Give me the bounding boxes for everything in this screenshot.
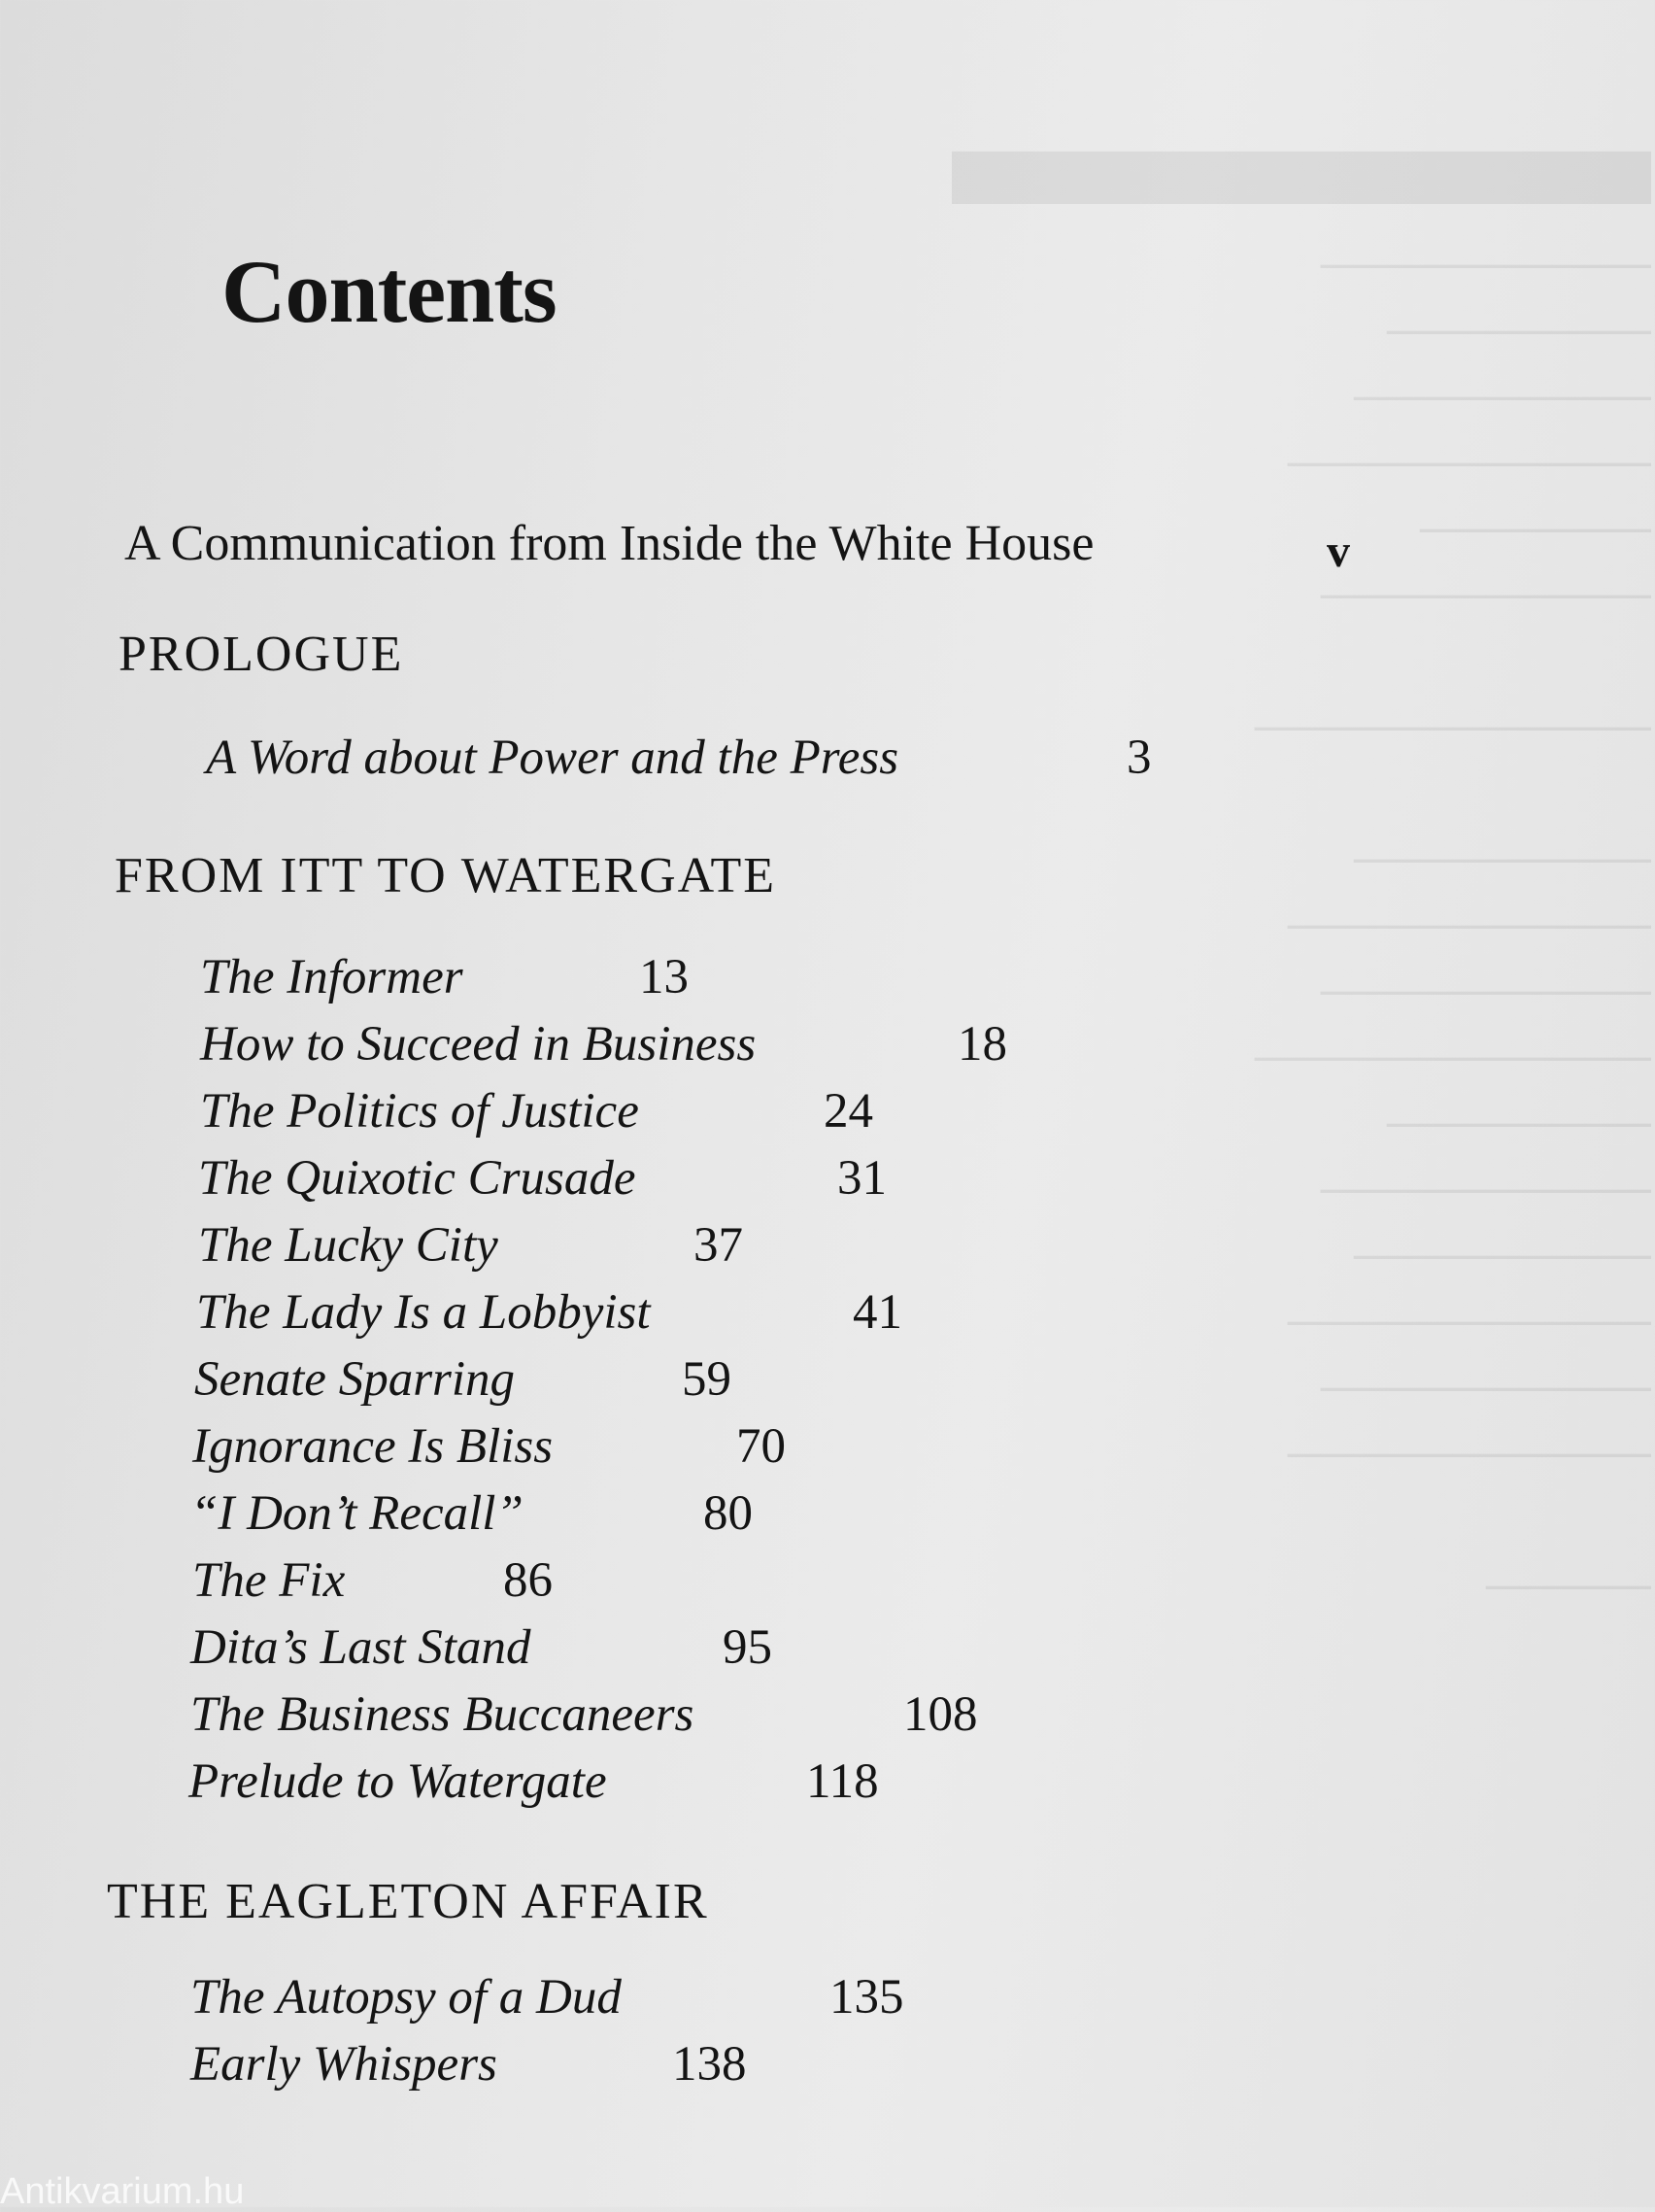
chapter-page: 70 [736,1419,786,1474]
front-matter-title: A Communication from Inside the White House [124,516,1095,571]
chapter-title: The Informer [200,950,463,1004]
chapter-page: 3 [1127,731,1152,785]
chapter-title: The Business Buccaneers [190,1687,694,1742]
chapter-title: “I Don’t Recall” [190,1486,524,1541]
toc-entry [192,1417,786,1476]
bleed-through-texture: ▬▬▬▬ ────────── ──────── ───────── ─────────── ─────── ────────── ──────────── ───────── ─────────── ────────── ──────────── ──────── ────────── ───────── ─────────── ────────── ─────────── ───── [952,58,1651,1613]
chapter-page: 108 [903,1687,978,1742]
chapter-page: 135 [829,1970,904,2025]
toc-entry [198,1216,743,1275]
chapter-title: How to Succeed in Business [200,1017,757,1072]
chapter-page: 37 [693,1218,743,1273]
chapter-page: 41 [853,1285,902,1340]
chapter-title: Prelude to Watergate [188,1754,607,1809]
chapter-title: Early Whispers [190,2037,497,2092]
toc-entry [200,1015,1007,1073]
toc-entry [206,729,1152,787]
part-heading-itt-watergate: FROM ITT TO WATERGATE [115,848,776,903]
part-heading-prologue: PROLOGUE [118,627,404,682]
chapter-title: Ignorance Is Bliss [192,1419,554,1474]
chapter-page: 118 [806,1754,879,1809]
chapter-page: 59 [682,1352,731,1407]
chapter-title: The Autopsy of a Dud [190,1970,622,2025]
toc-entry [200,1082,873,1140]
toc-entry [198,1149,887,1208]
toc-entry [190,1968,904,2026]
toc-entry [190,1484,753,1543]
page-title: Contents [221,242,557,341]
chapter-title: The Politics of Justice [200,1084,639,1139]
chapter-page: 18 [958,1017,1007,1072]
chapter-title: Dita’s Last Stand [190,1620,531,1675]
toc-entry [188,1753,879,1811]
toc-entry [194,1350,731,1409]
chapter-page: 80 [703,1486,753,1541]
toc-entry [192,1551,553,1610]
chapter-page: 86 [503,1553,553,1608]
chapter-title: The Fix [192,1553,346,1608]
chapter-title: The Lucky City [198,1218,498,1273]
watermark: Antikvarium.hu [0,2171,245,2212]
chapter-page: 138 [672,2037,747,2092]
front-matter-page: v [1327,526,1350,577]
chapter-page: 31 [837,1151,887,1206]
toc-entry [190,1685,978,1744]
toc-entry [190,1618,772,1677]
chapter-title: The Quixotic Crusade [198,1151,636,1206]
chapter-page: 13 [639,950,689,1004]
toc-entry [200,948,689,1006]
part-heading-eagleton-affair: THE EAGLETON AFFAIR [107,1874,709,1929]
chapter-title: The Lady Is a Lobbyist [196,1285,651,1340]
chapter-page: 24 [824,1084,873,1139]
toc-entry [196,1283,902,1342]
chapter-title: Senate Sparring [194,1352,516,1407]
front-matter-entry [124,515,1350,577]
toc-entry [190,2035,747,2093]
chapter-page: 95 [723,1620,772,1675]
chapter-title: A Word about Power and the Press [206,731,899,785]
